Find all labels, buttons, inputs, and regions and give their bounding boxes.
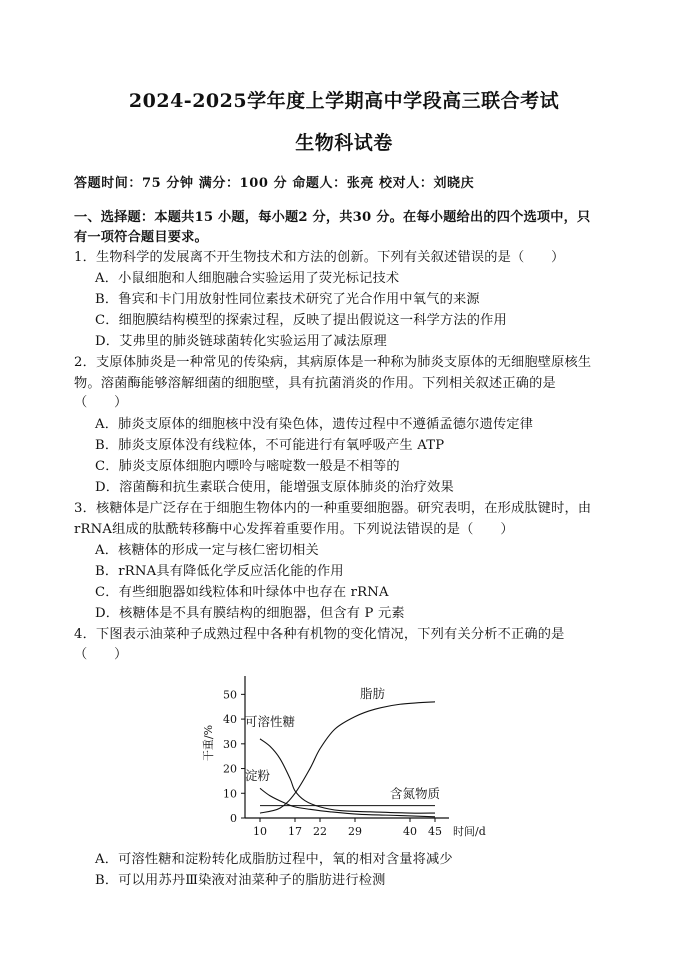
y-axis-label: 干重/% <box>202 724 215 762</box>
q3-option-c: C．有些细胞器如线粒体和叶绿体中也存在 rRNA <box>95 585 389 600</box>
q1-option-c: C．细胞膜结构模型的探索过程，反映了提出假说这一科学方法的作用 <box>95 313 507 328</box>
q1-option-d: D．艾弗里的肺炎链球菌转化实验运用了减法原理 <box>95 334 387 349</box>
x-tick-label: 45 <box>428 825 442 838</box>
series-label-0: 脂肪 <box>360 686 386 701</box>
series-label-1: 可溶性糖 <box>245 714 296 729</box>
section-heading-line2: 有一项符合题目要求。 <box>74 230 208 245</box>
q3-stem-line2: rRNA组成的肽酰转移酶中心发挥着重要作用。下列说法错误的是（ ） <box>74 522 514 537</box>
q2-option-a: A．肺炎支原体的细胞核中没有染色体，遗传过程中不遵循孟德尔遗传定律 <box>95 417 534 432</box>
series-line-1 <box>260 739 435 813</box>
y-tick-label: 50 <box>223 688 237 702</box>
chart-labels <box>201 686 486 838</box>
q1-option-b: B．鲁宾和卡门用放射性同位素技术研究了光合作用中氧气的来源 <box>95 292 480 307</box>
x-tick-label: 10 <box>253 825 267 838</box>
q2-stem-line1: 2．支原体肺炎是一种常见的传染病，其病原体是一种称为肺炎支原体的无细胞壁原核生 <box>74 355 592 370</box>
q2-option-d: D．溶菌酶和抗生素联合使用，能增强支原体肺炎的治疗效果 <box>95 480 454 495</box>
x-axis-label: 时间/d <box>453 825 486 838</box>
q2-stem-line2: 物。溶菌酶能够溶解细菌的细胞壁，具有抗菌消炎的作用。下列相关叙述正确的是 <box>74 376 556 391</box>
q4-option-b: B．可以用苏丹Ⅲ染液对油菜种子的脂肪进行检测 <box>95 873 386 888</box>
q4-stem-line1: 4．下图表示油菜种子成熟过程中各种有机物的变化情况，下列有关分析不正确的是 <box>74 627 565 642</box>
y-tick-label: 0 <box>230 812 237 825</box>
q4-option-a: A．可溶性糖和淀粉转化成脂肪过程中，氧的相对含量将减少 <box>95 852 453 867</box>
q1-option-a: A．小鼠细胞和人细胞融合实验运用了荧光标记技术 <box>95 271 400 286</box>
q3-option-d: D．核糖体是不具有膜结构的细胞器，但含有 P 元素 <box>95 606 405 621</box>
exam-title: 2024-2025学年度上学期高中学段高三联合考试 <box>128 90 560 112</box>
y-tick-label: 30 <box>223 737 237 751</box>
exam-subtitle: 生物科试卷 <box>295 132 393 154</box>
q3-stem-line1: 3．核糖体是广泛存在于细胞生物体内的一种重要细胞器。研究表明，在形成肽键时，由 <box>74 501 592 516</box>
q4-stem-line2: （ ） <box>74 647 128 662</box>
y-tick-label: 20 <box>223 762 237 776</box>
y-tick-label: 40 <box>223 713 237 727</box>
q3-option-b: B．rRNA具有降低化学反应活化能的作用 <box>95 564 344 579</box>
q2-stem-line3: （ ） <box>74 395 128 410</box>
y-tick-label: 10 <box>223 787 237 801</box>
organic-matter-chart <box>200 668 500 838</box>
series-label-3: 含氮物质 <box>390 786 441 801</box>
x-tick-label: 17 <box>288 825 302 838</box>
x-tick-label: 29 <box>348 825 362 838</box>
section-heading-line1: 一、选择题：本题共15 小题，每小题2 分，共30 分。在每小题给出的四个选项中，只 <box>74 210 591 225</box>
q2-option-b: B．肺炎支原体没有线粒体，不可能进行有氧呼吸产生 ATP <box>95 438 445 453</box>
x-tick-label: 22 <box>313 825 327 838</box>
exam-meta: 答题时间：75 分钟 满分：100 分 命题人：张亮 校对人：刘晓庆 <box>74 176 475 191</box>
chart-axes <box>223 676 449 838</box>
q2-option-c: C．肺炎支原体细胞内嘌呤与嘧啶数一般是不相等的 <box>95 459 400 474</box>
q3-option-a: A．核糖体的形成一定与核仁密切相关 <box>95 543 319 558</box>
q1-stem: 1．生物科学的发展离不开生物技术和方法的创新。下列有关叙述错误的是（ ） <box>74 250 565 265</box>
x-tick-label: 40 <box>403 825 417 838</box>
series-label-2: 淀粉 <box>245 768 271 783</box>
